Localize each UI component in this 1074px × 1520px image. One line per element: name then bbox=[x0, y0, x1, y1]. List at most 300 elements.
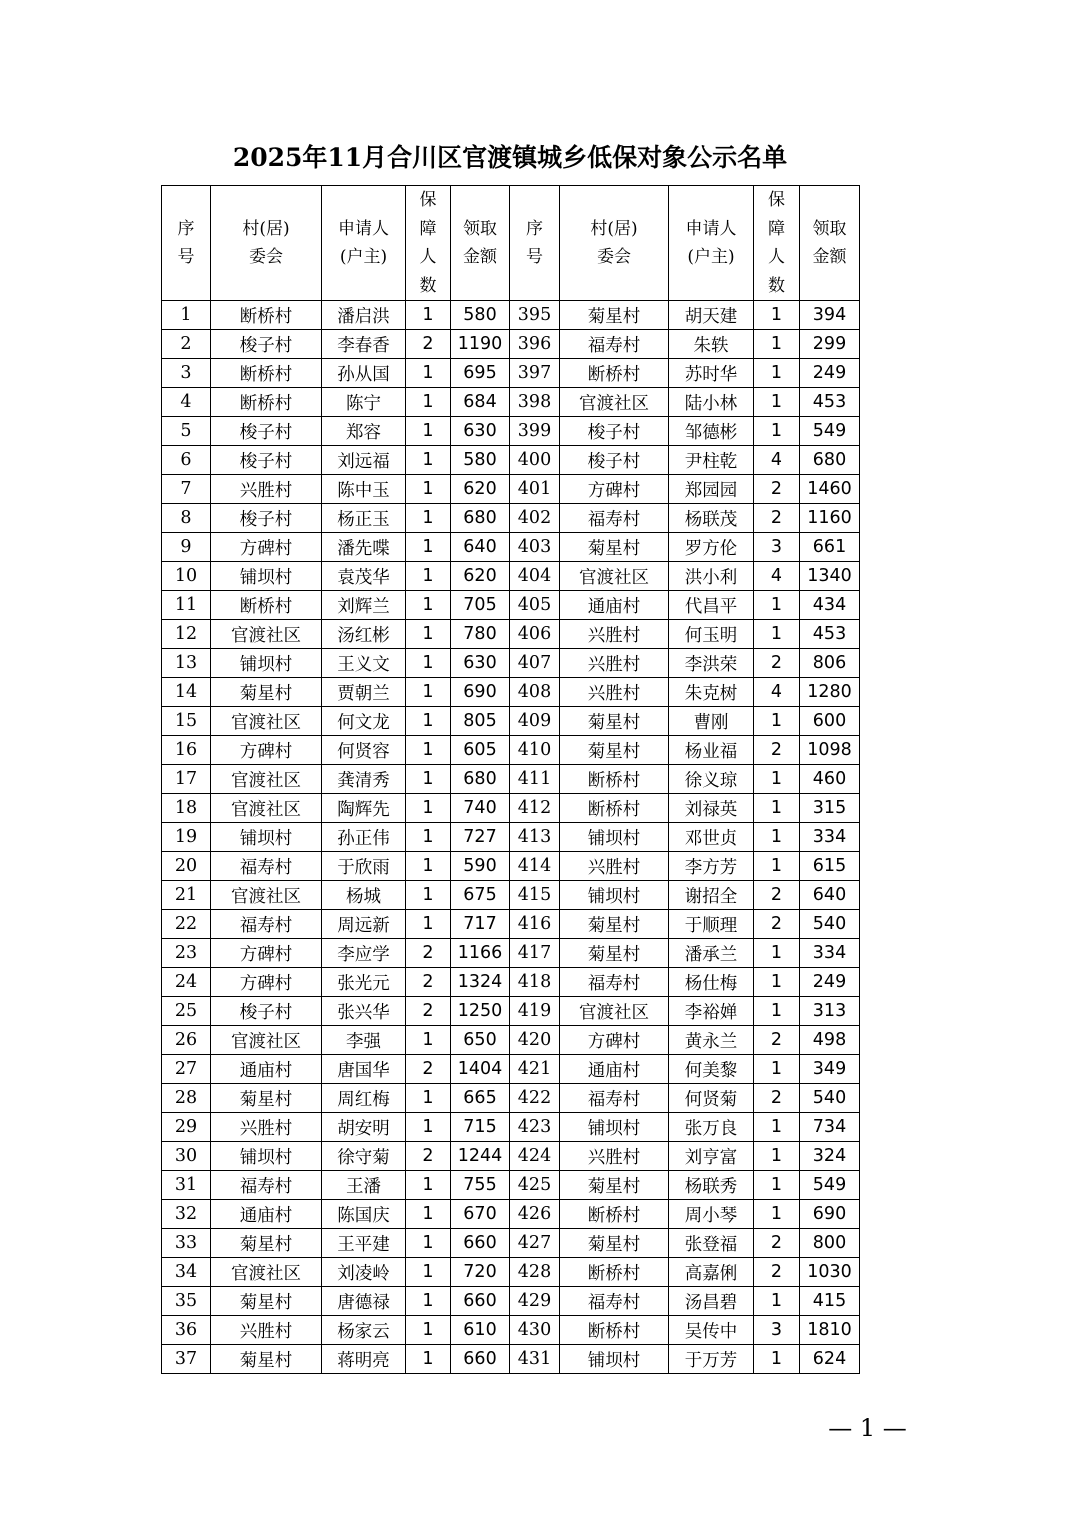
village-cell: 福寿村 bbox=[211, 1171, 322, 1200]
village-cell: 铺坝村 bbox=[560, 823, 669, 852]
covered-persons-cell: 1 bbox=[754, 417, 800, 446]
covered-persons-cell: 1 bbox=[754, 794, 800, 823]
applicant-cell: 王义文 bbox=[322, 649, 406, 678]
village-cell: 兴胜村 bbox=[560, 678, 669, 707]
serial-cell: 414 bbox=[510, 852, 560, 881]
serial-cell: 3 bbox=[162, 359, 211, 388]
serial-cell: 427 bbox=[510, 1229, 560, 1258]
amount-cell: 780 bbox=[451, 620, 510, 649]
village-cell: 官渡社区 bbox=[211, 707, 322, 736]
applicant-cell: 孙正伟 bbox=[322, 823, 406, 852]
covered-persons-cell: 1 bbox=[406, 301, 451, 330]
covered-persons-cell: 1 bbox=[406, 881, 451, 910]
header-serial-2: 序号 bbox=[510, 186, 560, 301]
village-cell: 方碑村 bbox=[560, 475, 669, 504]
table-header-row bbox=[162, 186, 860, 301]
covered-persons-cell: 1 bbox=[406, 707, 451, 736]
village-cell: 方碑村 bbox=[211, 533, 322, 562]
village-cell: 福寿村 bbox=[211, 852, 322, 881]
serial-cell: 23 bbox=[162, 939, 211, 968]
serial-cell: 21 bbox=[162, 881, 211, 910]
serial-cell: 30 bbox=[162, 1142, 211, 1171]
covered-persons-cell: 1 bbox=[406, 794, 451, 823]
amount-cell: 610 bbox=[451, 1316, 510, 1345]
covered-persons-cell: 2 bbox=[754, 475, 800, 504]
amount-cell: 727 bbox=[451, 823, 510, 852]
applicant-cell: 杨家云 bbox=[322, 1316, 406, 1345]
village-cell: 菊星村 bbox=[211, 1229, 322, 1258]
covered-persons-cell: 1 bbox=[754, 620, 800, 649]
village-cell: 官渡社区 bbox=[560, 388, 669, 417]
table-row bbox=[162, 1258, 860, 1287]
table-row bbox=[162, 591, 860, 620]
village-cell: 断桥村 bbox=[560, 765, 669, 794]
serial-cell: 424 bbox=[510, 1142, 560, 1171]
village-cell: 菊星村 bbox=[211, 678, 322, 707]
applicant-cell: 洪小利 bbox=[669, 562, 754, 591]
applicant-cell: 杨联茂 bbox=[669, 504, 754, 533]
applicant-cell: 陈中玉 bbox=[322, 475, 406, 504]
table-row bbox=[162, 1345, 860, 1374]
covered-persons-cell: 1 bbox=[406, 765, 451, 794]
covered-persons-cell: 1 bbox=[406, 1287, 451, 1316]
amount-cell: 1098 bbox=[800, 736, 860, 765]
amount-cell: 640 bbox=[800, 881, 860, 910]
covered-persons-cell: 1 bbox=[406, 1084, 451, 1113]
serial-cell: 431 bbox=[510, 1345, 560, 1374]
amount-cell: 1404 bbox=[451, 1055, 510, 1084]
applicant-cell: 蒋明亮 bbox=[322, 1345, 406, 1374]
serial-cell: 428 bbox=[510, 1258, 560, 1287]
village-cell: 铺坝村 bbox=[560, 1345, 669, 1374]
table-row bbox=[162, 475, 860, 504]
amount-cell: 498 bbox=[800, 1026, 860, 1055]
serial-cell: 404 bbox=[510, 562, 560, 591]
table-row bbox=[162, 1316, 860, 1345]
covered-persons-cell: 2 bbox=[406, 330, 451, 359]
village-cell: 断桥村 bbox=[211, 388, 322, 417]
covered-persons-cell: 2 bbox=[406, 939, 451, 968]
serial-cell: 407 bbox=[510, 649, 560, 678]
table-row bbox=[162, 1287, 860, 1316]
applicant-cell: 谢招全 bbox=[669, 881, 754, 910]
village-cell: 兴胜村 bbox=[560, 649, 669, 678]
serial-cell: 2 bbox=[162, 330, 211, 359]
page-number: — 1 — bbox=[828, 1414, 907, 1442]
serial-cell: 18 bbox=[162, 794, 211, 823]
serial-cell: 14 bbox=[162, 678, 211, 707]
amount-cell: 324 bbox=[800, 1142, 860, 1171]
covered-persons-cell: 1 bbox=[754, 1142, 800, 1171]
applicant-cell: 徐义琼 bbox=[669, 765, 754, 794]
village-cell: 兴胜村 bbox=[211, 475, 322, 504]
applicant-cell: 潘启洪 bbox=[322, 301, 406, 330]
amount-cell: 1030 bbox=[800, 1258, 860, 1287]
applicant-cell: 龚清秀 bbox=[322, 765, 406, 794]
table-row bbox=[162, 330, 860, 359]
serial-cell: 406 bbox=[510, 620, 560, 649]
covered-persons-cell: 3 bbox=[754, 1316, 800, 1345]
covered-persons-cell: 1 bbox=[406, 620, 451, 649]
serial-cell: 417 bbox=[510, 939, 560, 968]
village-cell: 福寿村 bbox=[211, 910, 322, 939]
amount-cell: 660 bbox=[451, 1345, 510, 1374]
serial-cell: 430 bbox=[510, 1316, 560, 1345]
header-amount: 领取金额 bbox=[451, 186, 510, 301]
covered-persons-cell: 4 bbox=[754, 562, 800, 591]
applicant-cell: 何文龙 bbox=[322, 707, 406, 736]
applicant-cell: 杨城 bbox=[322, 881, 406, 910]
covered-persons-cell: 1 bbox=[406, 359, 451, 388]
village-cell: 方碑村 bbox=[211, 736, 322, 765]
village-cell: 兴胜村 bbox=[560, 620, 669, 649]
amount-cell: 1280 bbox=[800, 678, 860, 707]
applicant-cell: 王潘 bbox=[322, 1171, 406, 1200]
amount-cell: 453 bbox=[800, 388, 860, 417]
serial-cell: 7 bbox=[162, 475, 211, 504]
amount-cell: 580 bbox=[451, 301, 510, 330]
applicant-cell: 张光元 bbox=[322, 968, 406, 997]
table-row bbox=[162, 997, 860, 1026]
amount-cell: 660 bbox=[451, 1229, 510, 1258]
amount-cell: 705 bbox=[451, 591, 510, 620]
amount-cell: 1810 bbox=[800, 1316, 860, 1345]
covered-persons-cell: 1 bbox=[754, 1171, 800, 1200]
covered-persons-cell: 1 bbox=[406, 562, 451, 591]
village-cell: 兴胜村 bbox=[560, 852, 669, 881]
applicant-cell: 刘凌岭 bbox=[322, 1258, 406, 1287]
amount-cell: 717 bbox=[451, 910, 510, 939]
table-row bbox=[162, 881, 860, 910]
applicant-cell: 陈宁 bbox=[322, 388, 406, 417]
covered-persons-cell: 1 bbox=[754, 1113, 800, 1142]
amount-cell: 549 bbox=[800, 417, 860, 446]
covered-persons-cell: 2 bbox=[406, 1055, 451, 1084]
amount-cell: 690 bbox=[451, 678, 510, 707]
village-cell: 菊星村 bbox=[560, 939, 669, 968]
serial-cell: 32 bbox=[162, 1200, 211, 1229]
header-covered-persons-2: 保障人数 bbox=[754, 186, 800, 301]
applicant-cell: 徐守菊 bbox=[322, 1142, 406, 1171]
village-cell: 铺坝村 bbox=[560, 881, 669, 910]
covered-persons-cell: 1 bbox=[754, 968, 800, 997]
village-cell: 兴胜村 bbox=[560, 1142, 669, 1171]
table-row bbox=[162, 736, 860, 765]
amount-cell: 394 bbox=[800, 301, 860, 330]
serial-cell: 429 bbox=[510, 1287, 560, 1316]
serial-cell: 397 bbox=[510, 359, 560, 388]
amount-cell: 660 bbox=[451, 1287, 510, 1316]
amount-cell: 460 bbox=[800, 765, 860, 794]
applicant-cell: 胡安明 bbox=[322, 1113, 406, 1142]
covered-persons-cell: 1 bbox=[406, 1345, 451, 1374]
covered-persons-cell: 1 bbox=[754, 591, 800, 620]
village-cell: 菊星村 bbox=[211, 1084, 322, 1113]
amount-cell: 630 bbox=[451, 649, 510, 678]
applicant-cell: 张兴华 bbox=[322, 997, 406, 1026]
village-cell: 断桥村 bbox=[560, 359, 669, 388]
village-cell: 梭子村 bbox=[211, 446, 322, 475]
village-cell: 铺坝村 bbox=[211, 649, 322, 678]
table-row bbox=[162, 1142, 860, 1171]
amount-cell: 680 bbox=[451, 504, 510, 533]
amount-cell: 249 bbox=[800, 968, 860, 997]
serial-cell: 401 bbox=[510, 475, 560, 504]
applicant-cell: 李方芳 bbox=[669, 852, 754, 881]
village-cell: 官渡社区 bbox=[560, 562, 669, 591]
amount-cell: 1250 bbox=[451, 997, 510, 1026]
village-cell: 通庙村 bbox=[560, 1055, 669, 1084]
amount-cell: 453 bbox=[800, 620, 860, 649]
applicant-cell: 李强 bbox=[322, 1026, 406, 1055]
amount-cell: 1244 bbox=[451, 1142, 510, 1171]
applicant-cell: 汤昌碧 bbox=[669, 1287, 754, 1316]
covered-persons-cell: 1 bbox=[406, 504, 451, 533]
applicant-cell: 汤红彬 bbox=[322, 620, 406, 649]
applicant-cell: 胡天建 bbox=[669, 301, 754, 330]
serial-cell: 418 bbox=[510, 968, 560, 997]
covered-persons-cell: 1 bbox=[406, 1171, 451, 1200]
village-cell: 官渡社区 bbox=[211, 881, 322, 910]
amount-cell: 620 bbox=[451, 475, 510, 504]
village-cell: 菊星村 bbox=[560, 707, 669, 736]
village-cell: 断桥村 bbox=[560, 1316, 669, 1345]
applicant-cell: 潘先喋 bbox=[322, 533, 406, 562]
amount-cell: 540 bbox=[800, 1084, 860, 1113]
amount-cell: 590 bbox=[451, 852, 510, 881]
village-cell: 兴胜村 bbox=[211, 1113, 322, 1142]
applicant-cell: 杨仕梅 bbox=[669, 968, 754, 997]
amount-cell: 630 bbox=[451, 417, 510, 446]
serial-cell: 426 bbox=[510, 1200, 560, 1229]
amount-cell: 434 bbox=[800, 591, 860, 620]
serial-cell: 395 bbox=[510, 301, 560, 330]
amount-cell: 806 bbox=[800, 649, 860, 678]
table-row bbox=[162, 1229, 860, 1258]
serial-cell: 20 bbox=[162, 852, 211, 881]
applicant-cell: 唐国华 bbox=[322, 1055, 406, 1084]
applicant-cell: 李裕婵 bbox=[669, 997, 754, 1026]
covered-persons-cell: 2 bbox=[754, 504, 800, 533]
village-cell: 方碑村 bbox=[211, 939, 322, 968]
village-cell: 断桥村 bbox=[211, 301, 322, 330]
applicant-cell: 朱克树 bbox=[669, 678, 754, 707]
serial-cell: 405 bbox=[510, 591, 560, 620]
applicant-cell: 唐德禄 bbox=[322, 1287, 406, 1316]
serial-cell: 11 bbox=[162, 591, 211, 620]
header-applicant: 申请人(户主) bbox=[322, 186, 406, 301]
serial-cell: 29 bbox=[162, 1113, 211, 1142]
applicant-cell: 何贤容 bbox=[322, 736, 406, 765]
village-cell: 菊星村 bbox=[560, 736, 669, 765]
village-cell: 福寿村 bbox=[560, 1287, 669, 1316]
village-cell: 官渡社区 bbox=[211, 1026, 322, 1055]
serial-cell: 17 bbox=[162, 765, 211, 794]
serial-cell: 396 bbox=[510, 330, 560, 359]
amount-cell: 740 bbox=[451, 794, 510, 823]
applicant-cell: 杨业福 bbox=[669, 736, 754, 765]
serial-cell: 422 bbox=[510, 1084, 560, 1113]
covered-persons-cell: 1 bbox=[406, 649, 451, 678]
applicant-cell: 李应学 bbox=[322, 939, 406, 968]
amount-cell: 549 bbox=[800, 1171, 860, 1200]
applicant-cell: 郑容 bbox=[322, 417, 406, 446]
applicant-cell: 代昌平 bbox=[669, 591, 754, 620]
applicant-cell: 朱轶 bbox=[669, 330, 754, 359]
covered-persons-cell: 1 bbox=[406, 1258, 451, 1287]
village-cell: 通庙村 bbox=[211, 1200, 322, 1229]
serial-cell: 26 bbox=[162, 1026, 211, 1055]
covered-persons-cell: 4 bbox=[754, 446, 800, 475]
serial-cell: 425 bbox=[510, 1171, 560, 1200]
applicant-cell: 袁茂华 bbox=[322, 562, 406, 591]
applicant-cell: 刘辉兰 bbox=[322, 591, 406, 620]
covered-persons-cell: 1 bbox=[754, 1055, 800, 1084]
applicant-cell: 苏时华 bbox=[669, 359, 754, 388]
covered-persons-cell: 2 bbox=[406, 968, 451, 997]
village-cell: 断桥村 bbox=[560, 1200, 669, 1229]
covered-persons-cell: 2 bbox=[406, 997, 451, 1026]
village-cell: 菊星村 bbox=[560, 301, 669, 330]
applicant-cell: 王平建 bbox=[322, 1229, 406, 1258]
applicant-cell: 刘远福 bbox=[322, 446, 406, 475]
village-cell: 官渡社区 bbox=[560, 997, 669, 1026]
table-row bbox=[162, 1055, 860, 1084]
covered-persons-cell: 1 bbox=[754, 852, 800, 881]
village-cell: 铺坝村 bbox=[211, 1142, 322, 1171]
covered-persons-cell: 1 bbox=[406, 591, 451, 620]
table-row bbox=[162, 359, 860, 388]
amount-cell: 800 bbox=[800, 1229, 860, 1258]
document-title: 2025年11月合川区官渡镇城乡低保对象公示名单 bbox=[232, 143, 788, 172]
amount-cell: 734 bbox=[800, 1113, 860, 1142]
table-row bbox=[162, 620, 860, 649]
serial-cell: 24 bbox=[162, 968, 211, 997]
header-covered-persons: 保障人数 bbox=[406, 186, 451, 301]
amount-cell: 640 bbox=[451, 533, 510, 562]
village-cell: 梭子村 bbox=[560, 417, 669, 446]
table-row bbox=[162, 649, 860, 678]
covered-persons-cell: 1 bbox=[754, 823, 800, 852]
village-cell: 梭子村 bbox=[211, 330, 322, 359]
amount-cell: 299 bbox=[800, 330, 860, 359]
serial-cell: 413 bbox=[510, 823, 560, 852]
applicant-cell: 于顺理 bbox=[669, 910, 754, 939]
serial-cell: 399 bbox=[510, 417, 560, 446]
covered-persons-cell: 1 bbox=[406, 678, 451, 707]
serial-cell: 1 bbox=[162, 301, 211, 330]
village-cell: 通庙村 bbox=[560, 591, 669, 620]
serial-cell: 409 bbox=[510, 707, 560, 736]
amount-cell: 684 bbox=[451, 388, 510, 417]
table-row bbox=[162, 504, 860, 533]
amount-cell: 1460 bbox=[800, 475, 860, 504]
village-cell: 福寿村 bbox=[560, 968, 669, 997]
village-cell: 官渡社区 bbox=[211, 1258, 322, 1287]
serial-cell: 420 bbox=[510, 1026, 560, 1055]
village-cell: 梭子村 bbox=[560, 446, 669, 475]
covered-persons-cell: 1 bbox=[406, 910, 451, 939]
applicant-cell: 杨联秀 bbox=[669, 1171, 754, 1200]
serial-cell: 419 bbox=[510, 997, 560, 1026]
amount-cell: 755 bbox=[451, 1171, 510, 1200]
amount-cell: 315 bbox=[800, 794, 860, 823]
header-amount-2: 领取金额 bbox=[800, 186, 860, 301]
table-row bbox=[162, 1026, 860, 1055]
recipient-table bbox=[161, 185, 860, 1374]
table-body bbox=[162, 301, 860, 1374]
header-village: 村(居)委会 bbox=[211, 186, 322, 301]
table-row bbox=[162, 417, 860, 446]
serial-cell: 10 bbox=[162, 562, 211, 591]
serial-cell: 421 bbox=[510, 1055, 560, 1084]
header-village-2: 村(居)委会 bbox=[560, 186, 669, 301]
amount-cell: 1324 bbox=[451, 968, 510, 997]
amount-cell: 690 bbox=[800, 1200, 860, 1229]
table-row bbox=[162, 1171, 860, 1200]
applicant-cell: 陈国庆 bbox=[322, 1200, 406, 1229]
village-cell: 官渡社区 bbox=[211, 794, 322, 823]
serial-cell: 12 bbox=[162, 620, 211, 649]
village-cell: 断桥村 bbox=[211, 359, 322, 388]
covered-persons-cell: 1 bbox=[406, 1113, 451, 1142]
village-cell: 菊星村 bbox=[211, 1287, 322, 1316]
village-cell: 断桥村 bbox=[211, 591, 322, 620]
serial-cell: 411 bbox=[510, 765, 560, 794]
applicant-cell: 曹刚 bbox=[669, 707, 754, 736]
covered-persons-cell: 1 bbox=[754, 301, 800, 330]
amount-cell: 334 bbox=[800, 939, 860, 968]
amount-cell: 670 bbox=[451, 1200, 510, 1229]
serial-cell: 398 bbox=[510, 388, 560, 417]
covered-persons-cell: 1 bbox=[754, 765, 800, 794]
amount-cell: 805 bbox=[451, 707, 510, 736]
serial-cell: 34 bbox=[162, 1258, 211, 1287]
amount-cell: 615 bbox=[800, 852, 860, 881]
village-cell: 断桥村 bbox=[560, 794, 669, 823]
applicant-cell: 邓世贞 bbox=[669, 823, 754, 852]
amount-cell: 313 bbox=[800, 997, 860, 1026]
serial-cell: 25 bbox=[162, 997, 211, 1026]
serial-cell: 4 bbox=[162, 388, 211, 417]
amount-cell: 680 bbox=[451, 765, 510, 794]
serial-cell: 37 bbox=[162, 1345, 211, 1374]
amount-cell: 1340 bbox=[800, 562, 860, 591]
applicant-cell: 李洪荣 bbox=[669, 649, 754, 678]
amount-cell: 715 bbox=[451, 1113, 510, 1142]
covered-persons-cell: 2 bbox=[754, 736, 800, 765]
table-row bbox=[162, 765, 860, 794]
village-cell: 菊星村 bbox=[560, 1229, 669, 1258]
covered-persons-cell: 2 bbox=[754, 1258, 800, 1287]
table-row bbox=[162, 678, 860, 707]
applicant-cell: 张万良 bbox=[669, 1113, 754, 1142]
covered-persons-cell: 1 bbox=[406, 852, 451, 881]
village-cell: 铺坝村 bbox=[560, 1113, 669, 1142]
table-row bbox=[162, 388, 860, 417]
covered-persons-cell: 1 bbox=[754, 388, 800, 417]
covered-persons-cell: 1 bbox=[406, 1026, 451, 1055]
amount-cell: 661 bbox=[800, 533, 860, 562]
village-cell: 菊星村 bbox=[560, 910, 669, 939]
serial-cell: 412 bbox=[510, 794, 560, 823]
amount-cell: 620 bbox=[451, 562, 510, 591]
serial-cell: 416 bbox=[510, 910, 560, 939]
covered-persons-cell: 1 bbox=[754, 997, 800, 1026]
applicant-cell: 黄永兰 bbox=[669, 1026, 754, 1055]
village-cell: 梭子村 bbox=[211, 997, 322, 1026]
serial-cell: 22 bbox=[162, 910, 211, 939]
